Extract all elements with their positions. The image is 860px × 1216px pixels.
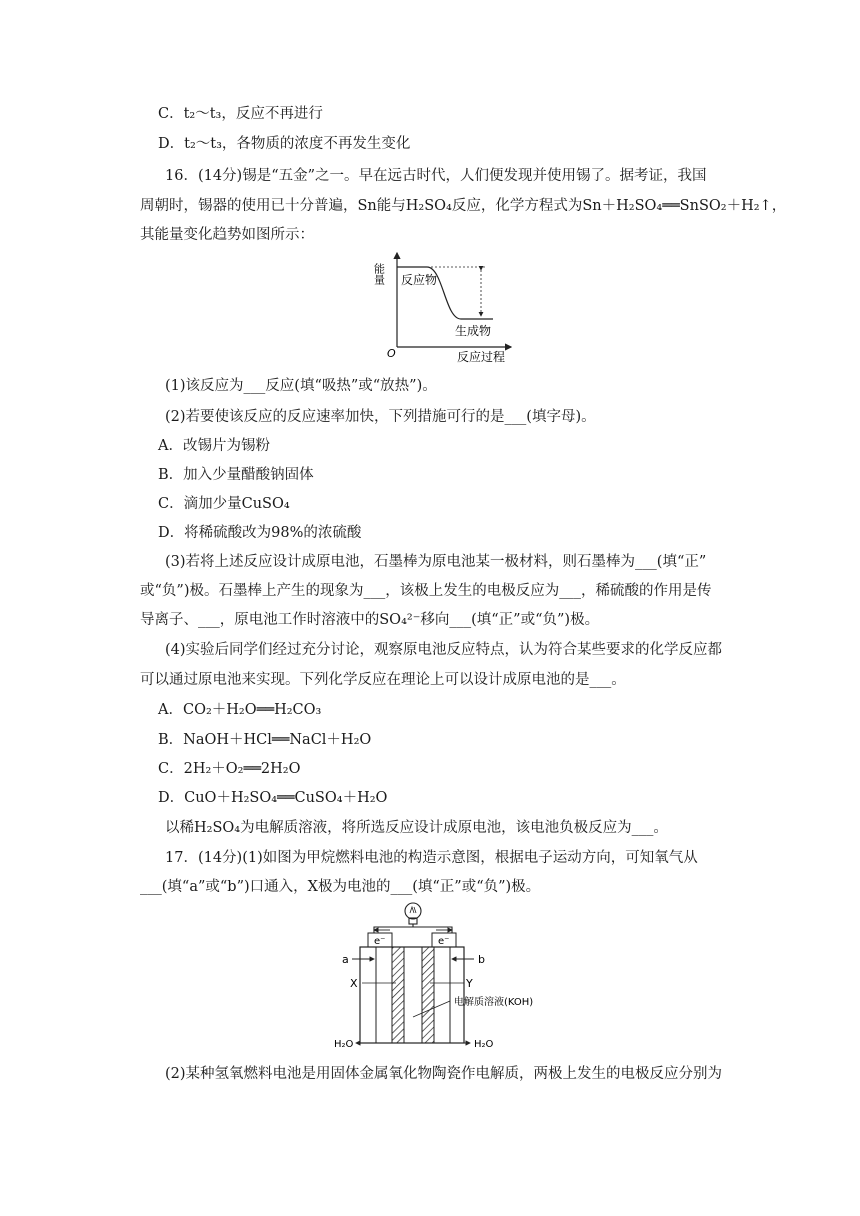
- q16-2-option-a: A．改锡片为锡粉: [158, 438, 270, 454]
- q17-stem-2: ___(填“a”或“b”)口通入，X极为电池的___(填“正”或“负”)极。: [140, 879, 541, 895]
- electron-right-label: e⁻: [438, 936, 450, 947]
- q16-4-option-d: D．CuO＋H₂SO₄══CuSO₄＋H₂O: [158, 790, 388, 806]
- electron-left-label: e⁻: [374, 936, 386, 947]
- reactant-label: 反应物: [401, 273, 438, 287]
- electrode-x-label: X: [350, 977, 358, 990]
- q17-stem-1: 17．(14分)(1)如图为甲烷燃料电池的构造示意图，根据电子运动方向，可知氧气从: [165, 850, 698, 866]
- energy-diagram: [372, 247, 515, 365]
- electrode-x: [392, 947, 404, 1043]
- q16-part4-3: 以稀H₂SO₄为电解质溶液，将所选反应设计成原电池，该电池负极反应为___。: [165, 820, 668, 836]
- q17-part2: (2)某种氢氧燃料电池是用固体金属氧化物陶瓷作电解质，两极上发生的电极反应分别为: [165, 1066, 723, 1082]
- q16-stem-1: 16．(14分)锡是“五金”之一。早在远古时代，人们便发现并使用锡了。据考证，我国: [165, 168, 707, 184]
- inlet-b-label: b: [478, 953, 485, 966]
- line-16c: C．t₂～t₃，反应不再进行: [158, 106, 323, 122]
- q16-part3-3: 导离子、___，原电池工作时溶液中的SO₄²⁻移向___(填“正”或“负”)极。: [140, 612, 600, 628]
- q16-4-option-c: C．2H₂＋O₂══2H₂O: [158, 761, 301, 777]
- q16-stem-2: 周朝时，锡器的使用已十分普遍，Sn能与H₂SO₄反应，化学方程式为Sn＋H₂SO₄══SnSO₂＋H₂↑，: [140, 198, 787, 214]
- q16-2-option-b: B．加入少量醋酸钠固体: [158, 467, 314, 483]
- product-label: 生成物: [455, 324, 492, 338]
- line-16d: D．t₂～t₃，各物质的浓度不再发生变化: [158, 136, 411, 152]
- q16-part1: (1)该反应为___反应(填“吸热”或“放热”)。: [165, 378, 437, 394]
- q16-part2: (2)若要使该反应的反应速率加快，下列措施可行的是___(填字母)。: [165, 409, 596, 425]
- q16-4-option-a: A．CO₂＋H₂O══H₂CO₃: [158, 702, 322, 718]
- outlet-left-label: H₂O: [334, 1039, 354, 1050]
- bulb-icon: [405, 903, 421, 924]
- fuel-cell-diagram: [330, 897, 570, 1057]
- x-axis-label: 反应过程: [457, 350, 506, 364]
- q16-part4-2: 可以通过原电池来实现。下列化学反应在理论上可以设计成原电池的是___。: [140, 672, 626, 688]
- origin-label: O: [387, 347, 396, 360]
- q16-part3-1: (3)若将上述反应设计成原电池，石墨棒为原电池某一极材料，则石墨棒为___(填“正”: [165, 554, 707, 570]
- electrolyte-label: 电解质溶液(KOH): [454, 997, 534, 1008]
- inlet-a-label: a: [342, 953, 349, 966]
- q16-2-option-d: D．将稀硫酸改为98%的浓硫酸: [158, 525, 362, 541]
- q16-part4-1: (4)实验后同学们经过充分讨论，观察原电池反应特点，认为符合某些要求的化学反应都: [165, 642, 723, 658]
- q16-2-option-c: C．滴加少量CuSO₄: [158, 496, 290, 512]
- outlet-right-label: H₂O: [474, 1039, 494, 1050]
- electrode-y-label: Y: [466, 977, 473, 990]
- q16-stem-3: 其能量变化趋势如图所示：: [140, 227, 314, 243]
- y-axis-label: 能量: [372, 263, 386, 285]
- electrode-y: [422, 947, 434, 1043]
- q16-part3-2: 或“负”)极。石墨棒上产生的现象为___，该极上发生的电极反应为___，稀硫酸的作用是传: [140, 583, 712, 599]
- q16-4-option-b: B．NaOH＋HCl══NaCl＋H₂O: [158, 732, 372, 748]
